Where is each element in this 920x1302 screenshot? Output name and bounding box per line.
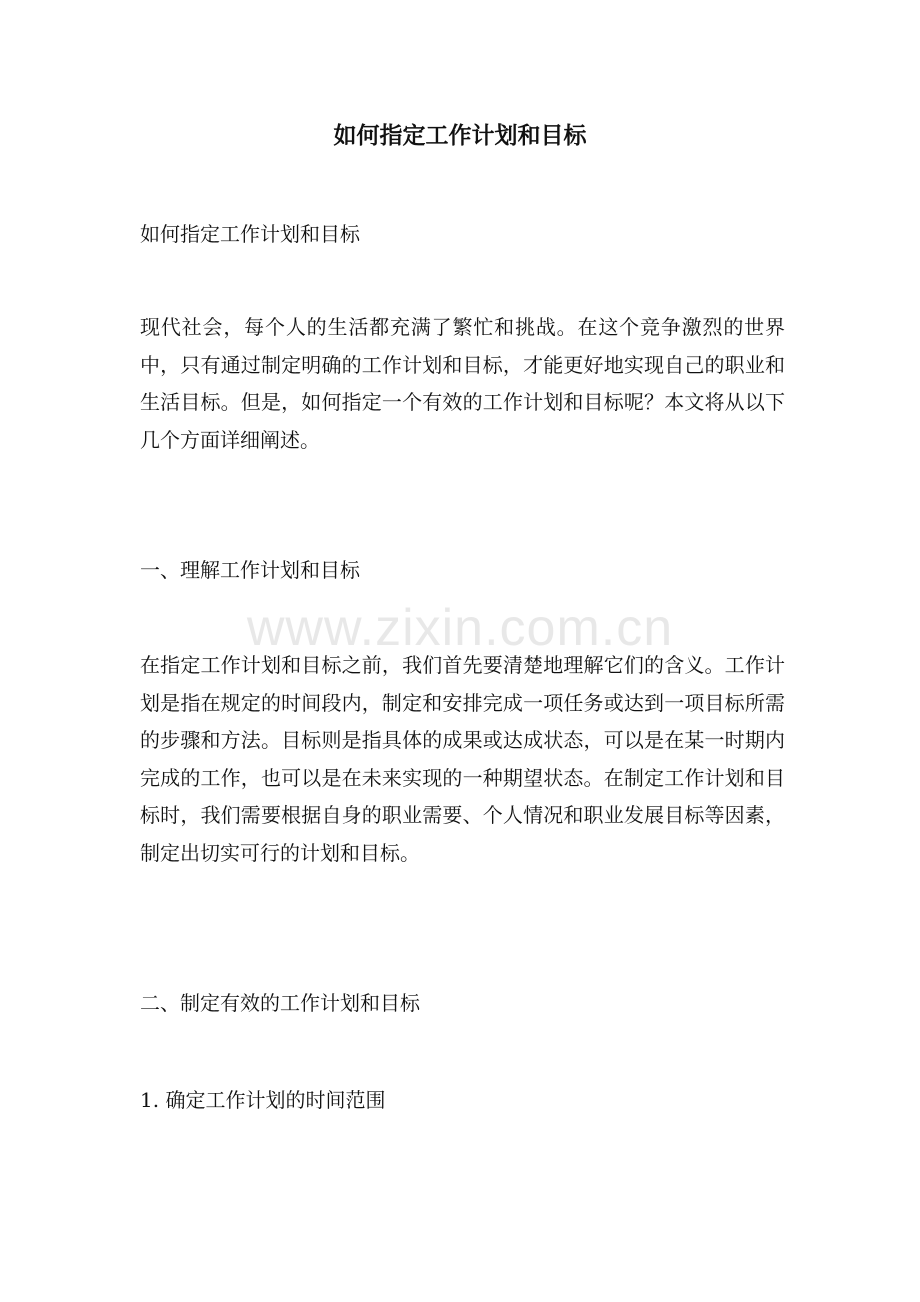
list-item-time-range: 1. 确定工作计划的时间范围 — [140, 1088, 386, 1112]
intro-paragraph: 现代社会，每个人的生活都充满了繁忙和挑战。在这个竞争激烈的世界中，只有通过制定明确的工作计划和目标，才能更好地实现自己的职业和生活目标。但是，如何指定一个有效的工作计划和目标呢？本文将从以下几个方面详细阐述。 — [140, 315, 785, 452]
section-heading-understand: 一、理解工作计划和目标 — [140, 558, 360, 582]
document-subtitle: 如何指定工作计划和目标 — [140, 222, 360, 246]
document-title: 如何指定工作计划和目标 — [333, 122, 587, 149]
section-paragraph-understand: 在指定工作计划和目标之前，我们首先要清楚地理解它们的含义。工作计划是指在规定的时间段内，制定和安排完成一项任务或达到一项目标所需的步骤和方法。目标则是指具体的成果或达成状态，可以是在某一时期内完成的工作，也可以是在未来实现的一种期望状态。在制定工作计划和目标时，我们需要根据自身的职业需要、个人情况和职业发展目标等因素，制定出切实可行的计划和目标。 — [140, 653, 785, 865]
section-heading-make-effective: 二、制定有效的工作计划和目标 — [140, 991, 420, 1015]
watermark: www.zixin.com.cn — [246, 599, 674, 657]
